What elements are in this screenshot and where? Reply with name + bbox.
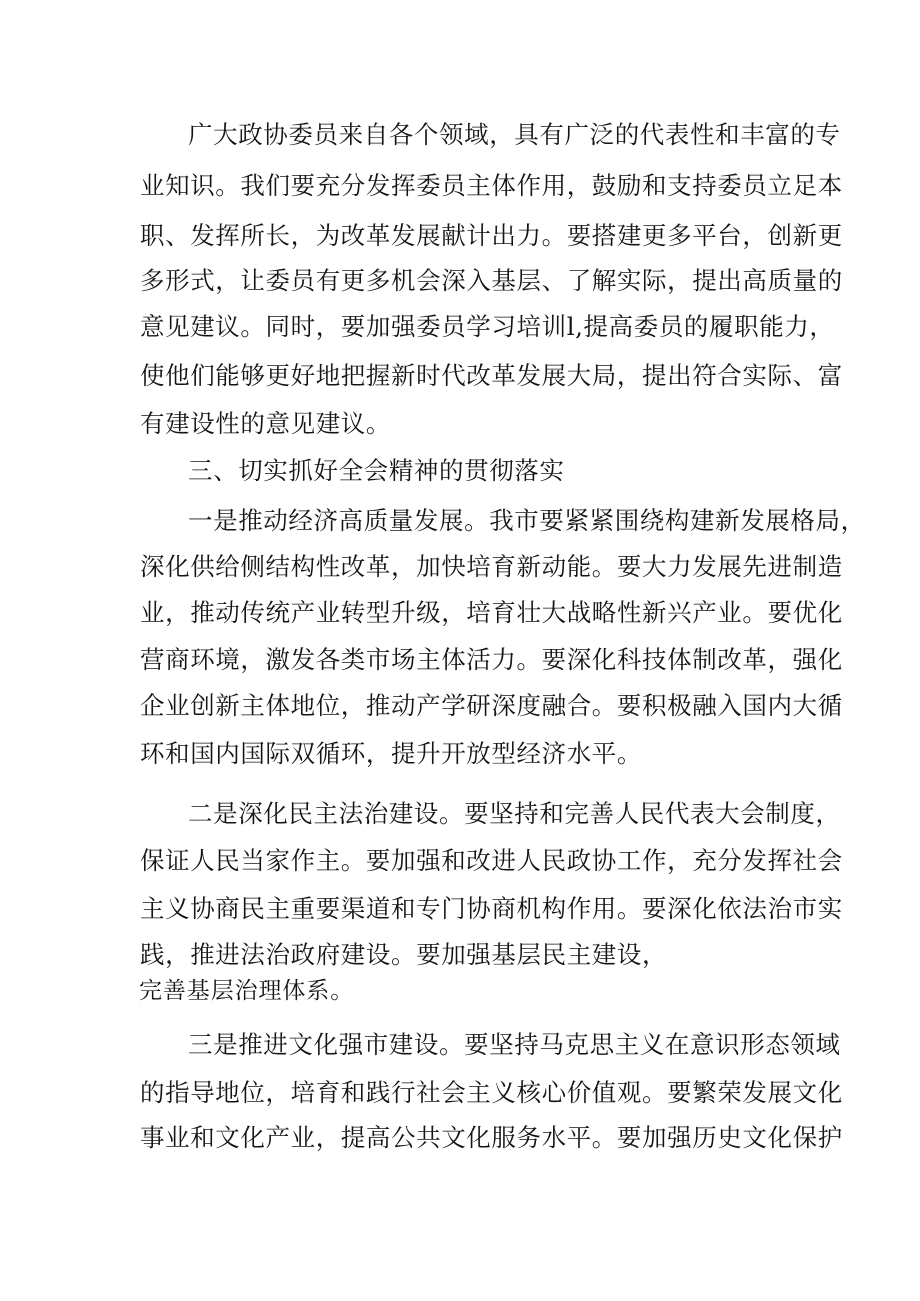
paragraph-line: 践，推进法治政府建设。要加强基层民主建设， bbox=[140, 940, 668, 969]
paragraph-line: 一是推动经济高质量发展。我市要紧紧围绕构建新发展格局， bbox=[188, 506, 866, 535]
paragraph-line: 企业创新主体地位，推动产学研深度融合。要积极融入国内大循 bbox=[140, 691, 843, 720]
paragraph-line: 完善基层治理体系。 bbox=[139, 978, 355, 1004]
paragraph-line: 多形式，让委员有更多机会深入基层、了解实际，提出高质量的 bbox=[140, 266, 843, 295]
paragraph-line: 意见建议。同时，要加强委员学习培训l,提高委员的履职能力， bbox=[140, 312, 835, 341]
paragraph-line: 使他们能够更好地把握新时代改革发展大局，提出符合实际、富 bbox=[140, 361, 843, 390]
paragraph-line: 主义协商民主重要渠道和专门协商机构作用。要深化依法治市实 bbox=[140, 894, 843, 923]
paragraph-line: 广大政协委员来自各个领域，具有广泛的代表性和丰富的专 bbox=[188, 120, 841, 149]
paragraph-line: 环和国内国际双循环，提升开放型经济水平。 bbox=[140, 739, 642, 768]
paragraph-line: 三是推进文化强市建设。要坚持马克思主义在意识形态领域 bbox=[188, 1030, 841, 1059]
paragraph-line: 职、发挥所长，为改革发展献计出力。要搭建更多平台，创新更 bbox=[140, 221, 843, 250]
paragraph-line: 二是深化民主法治建设。要坚持和完善人民代表大会制度， bbox=[188, 799, 841, 828]
paragraph-line: 深化供给侧结构性改革，加快培育新动能。要大力发展先进制造 bbox=[140, 552, 843, 581]
paragraph-line: 事业和文化产业，提高公共文化服务水平。要加强历史文化保护 bbox=[140, 1123, 843, 1152]
paragraph-line: 业知识。我们要充分发挥委员主体作用，鼓励和支持委员立足本 bbox=[140, 171, 843, 200]
paragraph-line: 有建设性的意见建议。 bbox=[140, 409, 391, 438]
paragraph-line: 的指导地位，培育和践行社会主义核心价值观。要繁荣发展文化 bbox=[140, 1078, 843, 1107]
section-heading: 三、切实抓好全会精神的贯彻落实 bbox=[188, 456, 565, 485]
paragraph-line: 营商环境，激发各类市场主体活力。要深化科技体制改革，强化 bbox=[140, 645, 843, 674]
paragraph-line: 业，推动传统产业转型升级，培育壮大战略性新兴产业。要优化 bbox=[140, 598, 843, 627]
paragraph-line: 保证人民当家作主。要加强和改进人民政协工作，充分发挥社会 bbox=[140, 846, 843, 875]
